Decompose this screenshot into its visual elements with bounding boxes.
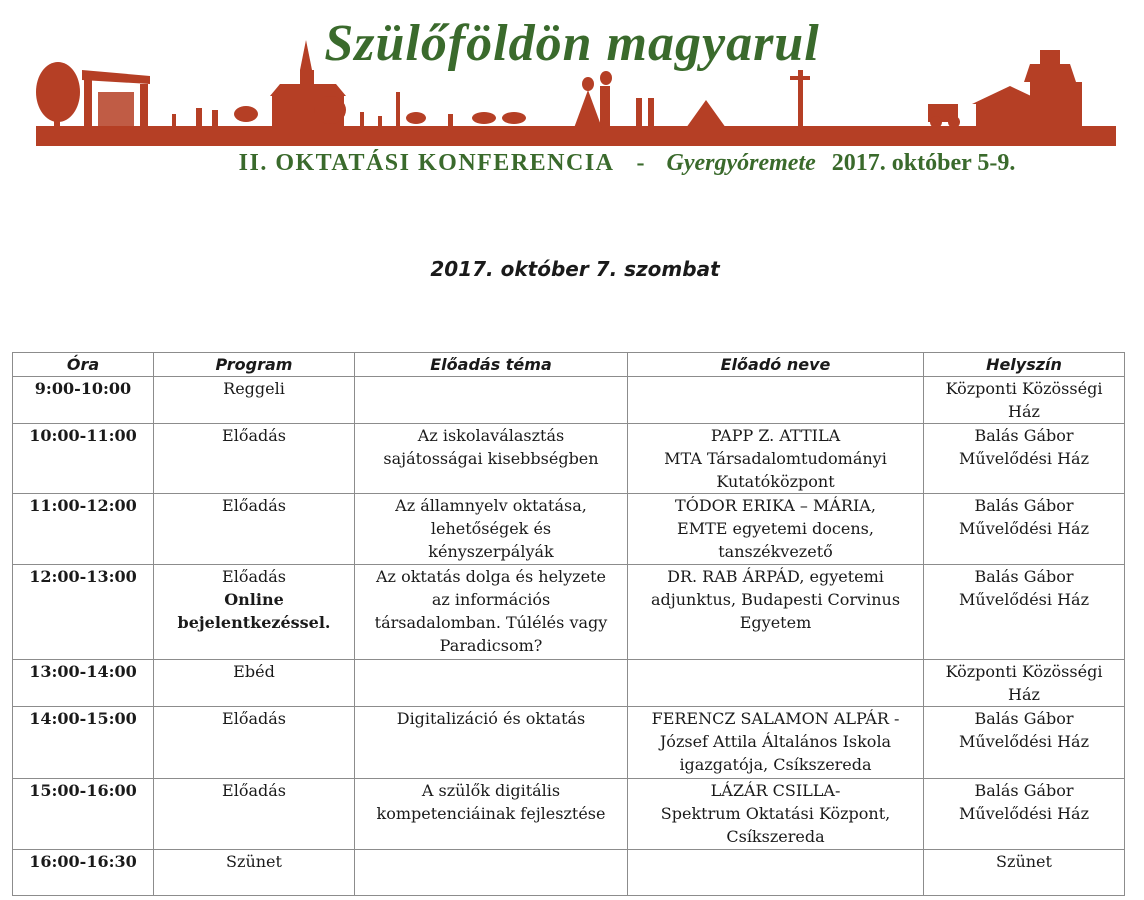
cell-time: 12:00-13:00 bbox=[13, 565, 154, 660]
topic-line: az információs bbox=[431, 590, 551, 609]
topic-line: A szülők digitális bbox=[421, 781, 561, 800]
cell-program: Előadás bbox=[154, 707, 355, 779]
venue-line: Központi Közösségi bbox=[945, 379, 1103, 398]
cell-time: 9:00-10:00 bbox=[13, 377, 154, 424]
cell-presenter bbox=[628, 779, 924, 850]
cell-time: 15:00-16:00 bbox=[13, 779, 154, 850]
table-header-row bbox=[13, 353, 1125, 377]
venue-line: Balás Gábor bbox=[974, 426, 1074, 445]
table-row bbox=[13, 660, 1125, 707]
table-row bbox=[13, 779, 1125, 850]
cell-topic bbox=[355, 377, 628, 424]
presenter-line: adjunktus, Budapesti Corvinus bbox=[650, 590, 901, 609]
cell-topic bbox=[355, 424, 628, 494]
header-topic: Előadás téma bbox=[355, 353, 628, 377]
cell-program: Előadás bbox=[154, 424, 355, 494]
cell-presenter bbox=[628, 850, 924, 896]
topic-line: sajátosságai kisebbségben bbox=[383, 449, 599, 468]
program-note: Online bbox=[224, 590, 284, 609]
presenter-line: Spektrum Oktatási Központ, bbox=[660, 804, 891, 823]
topic-line: lehetőségek és bbox=[430, 519, 552, 538]
cell-presenter bbox=[628, 424, 924, 494]
cell-venue bbox=[924, 565, 1125, 660]
header-venue: Helyszín bbox=[924, 353, 1125, 377]
cell-venue bbox=[924, 850, 1125, 896]
cell-presenter bbox=[628, 660, 924, 707]
cell-program: Előadás bbox=[154, 779, 355, 850]
venue-line: Ház bbox=[1008, 402, 1040, 421]
cell-presenter bbox=[628, 377, 924, 424]
cell-time: 10:00-11:00 bbox=[13, 424, 154, 494]
topic-line: Az államnyelv oktatása, bbox=[395, 496, 587, 515]
cell-program: Ebéd bbox=[154, 660, 355, 707]
cell-venue bbox=[924, 660, 1125, 707]
cell-time: 13:00-14:00 bbox=[13, 660, 154, 707]
program-note: bejelentkezéssel. bbox=[177, 613, 331, 632]
cell-venue bbox=[924, 707, 1125, 779]
presenter-line: MTA Társadalomtudományi bbox=[664, 449, 887, 468]
presenter-line: igazgatója, Csíkszereda bbox=[679, 755, 872, 774]
cell-topic bbox=[355, 779, 628, 850]
conference-subtitle bbox=[0, 150, 1144, 177]
venue-line: Művelődési Ház bbox=[959, 804, 1089, 823]
cell-venue bbox=[924, 377, 1125, 424]
venue-line: Művelődési Ház bbox=[959, 590, 1089, 609]
venue-line: Művelődési Ház bbox=[959, 449, 1089, 468]
venue-line: Szünet bbox=[996, 852, 1052, 871]
venue-line: Balás Gábor bbox=[974, 709, 1074, 728]
cell-topic bbox=[355, 565, 628, 660]
day-heading: 2017. október 7. szombat bbox=[430, 257, 720, 281]
cell-venue bbox=[924, 779, 1125, 850]
subtitle-dates: 2017. október 5-9. bbox=[831, 150, 1016, 176]
presenter-line: LÁZÁR CSILLA- bbox=[710, 781, 841, 800]
header-program: Program bbox=[154, 353, 355, 377]
presenter-line: PAPP Z. ATTILA bbox=[710, 426, 841, 445]
cell-program: Reggeli bbox=[154, 377, 355, 424]
cell-topic bbox=[355, 660, 628, 707]
venue-line: Balás Gábor bbox=[974, 496, 1074, 515]
banner-title: Szülőföldön magyarul bbox=[324, 15, 820, 72]
presenter-line: TÓDOR ERIKA – MÁRIA, bbox=[675, 496, 876, 515]
topic-line: Digitalizáció és oktatás bbox=[396, 709, 586, 728]
table-row bbox=[13, 377, 1125, 424]
presenter-line: Egyetem bbox=[739, 613, 812, 632]
presenter-line: FERENCZ SALAMON ALPÁR - bbox=[651, 709, 900, 728]
cell-program: Előadás bbox=[154, 494, 355, 565]
venue-line: Ház bbox=[1008, 685, 1040, 704]
cell-presenter bbox=[628, 494, 924, 565]
subtitle-location: Gyergyóremete bbox=[666, 150, 816, 176]
topic-line: társadalomban. Túlélés vagy bbox=[374, 613, 608, 632]
cell-time: 16:00-16:30 bbox=[13, 850, 154, 896]
cell-presenter bbox=[628, 707, 924, 779]
cell-time: 14:00-15:00 bbox=[13, 707, 154, 779]
venue-line: Művelődési Ház bbox=[959, 519, 1089, 538]
cell-venue bbox=[924, 424, 1125, 494]
presenter-line: DR. RAB ÁRPÁD, egyetemi bbox=[667, 567, 884, 586]
presenter-line: EMTE egyetemi docens, bbox=[677, 519, 874, 538]
table-row bbox=[13, 424, 1125, 494]
topic-line: Paradicsom? bbox=[439, 636, 543, 655]
topic-line: Az oktatás dolga és helyzete bbox=[376, 567, 606, 586]
header-presenter: Előadó neve bbox=[628, 353, 924, 377]
topic-line: kompetenciáinak fejlesztése bbox=[376, 804, 606, 823]
subtitle-dash: - bbox=[636, 150, 645, 176]
cell-topic bbox=[355, 850, 628, 896]
venue-line: Központi Közösségi bbox=[945, 662, 1103, 681]
cell-time: 11:00-12:00 bbox=[13, 494, 154, 565]
presenter-line: tanszékvezető bbox=[718, 542, 833, 561]
table-row bbox=[13, 850, 1125, 896]
cell-venue bbox=[924, 494, 1125, 565]
presenter-line: József Attila Általános Iskola bbox=[659, 732, 892, 751]
presenter-line: Kutatóközpont bbox=[716, 472, 835, 491]
topic-line: Az iskolaválasztás bbox=[417, 426, 565, 445]
cell-topic bbox=[355, 707, 628, 779]
subtitle-conference: II. OKTATÁSI KONFERENCIA bbox=[238, 150, 615, 176]
cell-presenter bbox=[628, 565, 924, 660]
conference-banner bbox=[0, 0, 1144, 200]
header-time: Óra bbox=[13, 353, 154, 377]
program-line: Előadás bbox=[222, 567, 286, 586]
venue-line: Művelődési Ház bbox=[959, 732, 1089, 751]
table-row bbox=[13, 565, 1125, 660]
table-row bbox=[13, 494, 1125, 565]
cell-program bbox=[154, 565, 355, 660]
table-row bbox=[13, 707, 1125, 779]
schedule-table bbox=[12, 352, 1125, 896]
venue-line: Balás Gábor bbox=[974, 567, 1074, 586]
topic-line: kényszerpályák bbox=[428, 542, 554, 561]
cell-program: Szünet bbox=[154, 850, 355, 896]
cell-topic bbox=[355, 494, 628, 565]
venue-line: Balás Gábor bbox=[974, 781, 1074, 800]
presenter-line: Csíkszereda bbox=[726, 827, 825, 846]
